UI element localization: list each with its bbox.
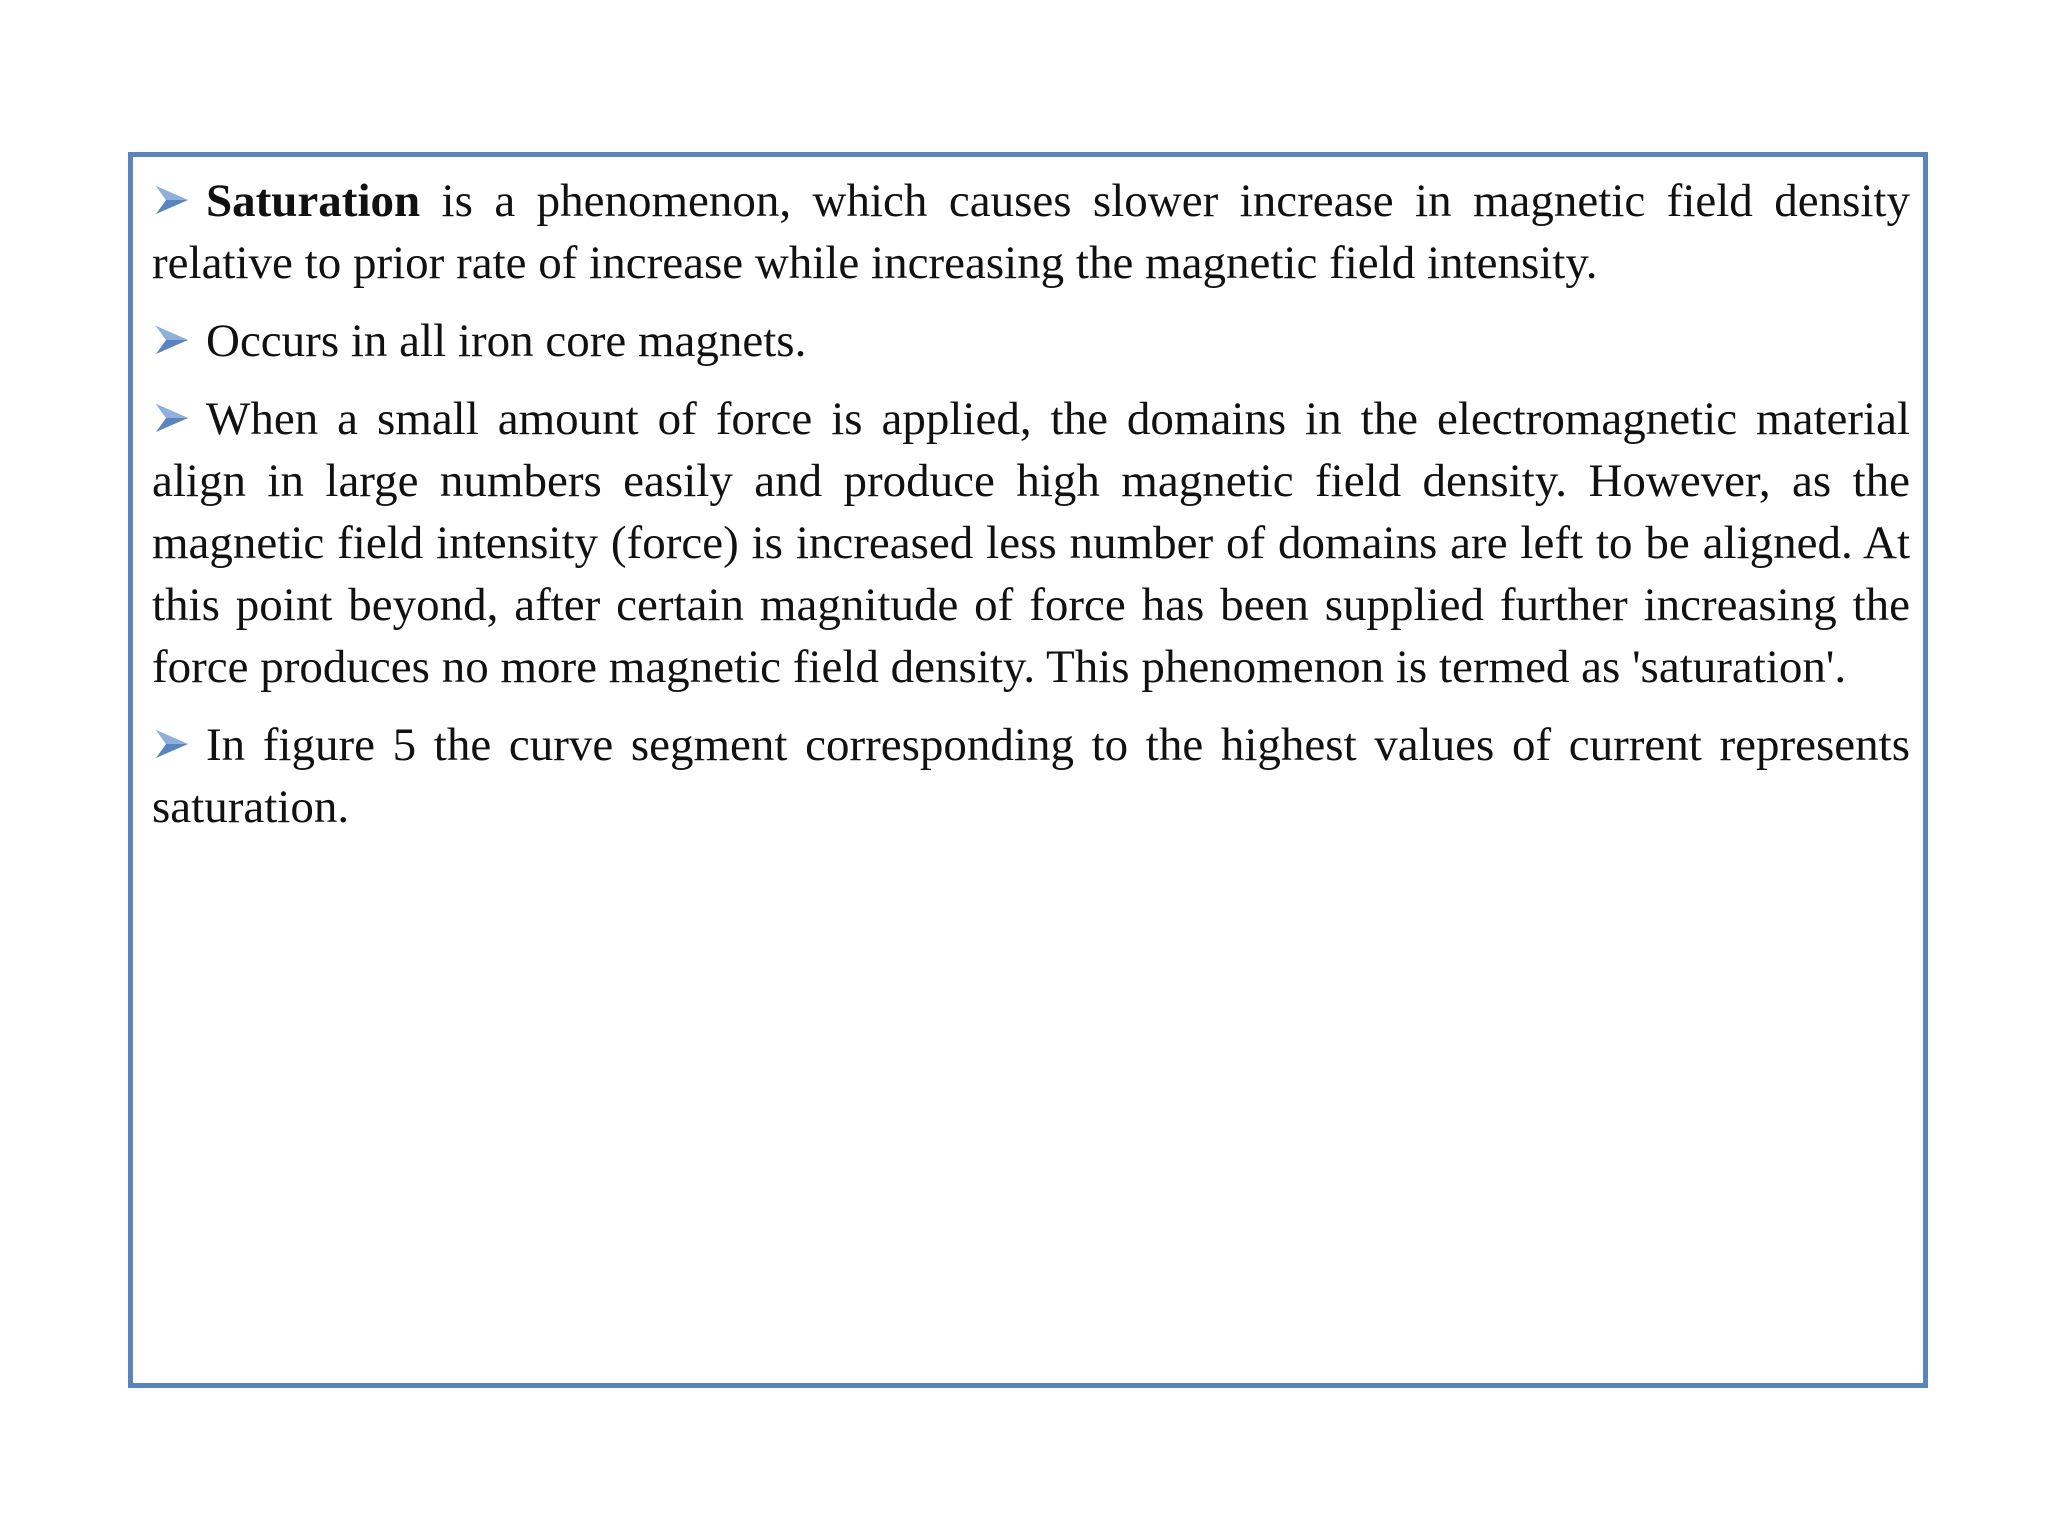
content-frame — [128, 152, 1928, 1388]
bullet-item-figure-reference — [152, 714, 1910, 838]
bullet-list — [152, 170, 1910, 854]
arrowhead-bullet-icon — [152, 320, 192, 360]
bullet-item-saturation-definition — [152, 170, 1910, 294]
arrowhead-bullet-icon — [152, 724, 192, 764]
bullet-text: is a phenomenon, which causes slower increase in magnetic field density relative to prior rate of increase while increasing the magnetic field intensity. — [152, 175, 1910, 289]
arrowhead-bullet-icon — [152, 398, 192, 438]
bullet-text: Occurs in all iron core magnets. — [206, 315, 807, 367]
bullet-item-domains — [152, 388, 1910, 698]
bullet-text: In figure 5 the curve segment corresponding to the highest values of current represents saturation. — [152, 719, 1910, 833]
bold-term: Saturation — [206, 175, 421, 227]
bullet-text: When a small amount of force is applied, the domains in the electromagnetic material align in large numbers easily and produce high magnetic field density. However, as the magnetic field intensity (force) is increased less number of domains are left to be aligned. At this point beyond, after certain magnitude of force has been supplied further increasing the force produces no more magnetic field density. This phenomenon is termed as 'saturation'. — [152, 393, 1910, 693]
bullet-item-iron-core — [152, 310, 1910, 372]
arrowhead-bullet-icon — [152, 180, 192, 220]
